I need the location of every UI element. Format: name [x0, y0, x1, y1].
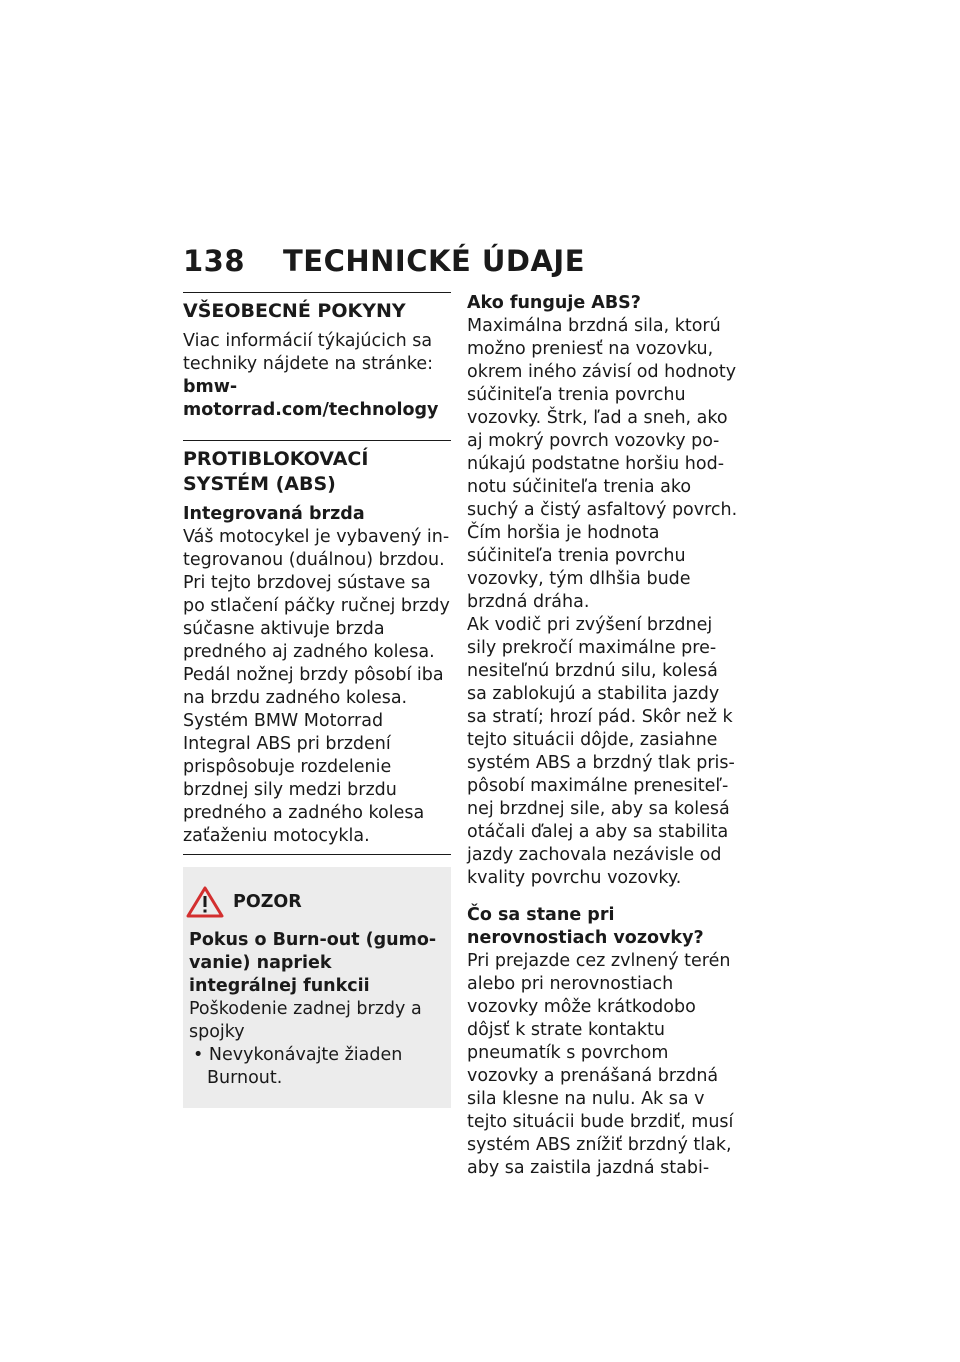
warning-triangle-icon [185, 885, 225, 919]
uneven-road-paragraph: Pri prejazde cez zvlnený terén alebo pri nerovnostiach vozovky môže krátkodobo dôjsť k strate kontaktu pneumatík s povrchom vozovky a prenášaná brzdná sila klesne na nulu. Ak sa v tejto situácii bude brzdiť, musí systém ABS znížiť brzdný tlak, aby sa zaistila jazdná stabi- [467, 951, 734, 1178]
general-link[interactable]: bmw-motorrad.com/technology [183, 377, 439, 420]
warning-text: Poškodenie zadnej brzdy a spojky [189, 999, 422, 1042]
warning-title: Pokus o Burn-out (gumovanie) napriek integrálnej funkcii [189, 930, 437, 996]
right-column [467, 292, 742, 1180]
left-column [183, 292, 451, 1108]
warning-header [189, 885, 443, 919]
page-number: 138 [183, 244, 246, 278]
abs-paragraph-2: Systém BMW Motorrad Integral ABS pri brzdení prispôsobuje rozdelenie brzdnej sily medzi brzdu predného a zadného kolesa zaťaženiu motocykla. [183, 711, 425, 846]
abs-paragraph-1: Váš motocykel je vybavený integrovanou (duálnou) brzdou. Pri tejto brzdovej sústave sa po stlačení páčky ručnej brzdy súčasne aktivuje brzda predného aj zadného kolesa. Pedál nožnej brzdy pôsobí iba na brzdu zadného kolesa. [183, 527, 450, 708]
warning-box [183, 867, 451, 1108]
warning-label: POZOR [233, 892, 302, 912]
general-text: Viac informácií týkajúcich sa techniky nájdete na stránke: [183, 331, 434, 374]
integrated-brake-title: Integrovaná brzda [183, 504, 365, 524]
how-abs-paragraph-2: Ak vodič pri zvýšení brzdnej sily prekročí maximálne prenesiteľnú brzdnú silu, kolesá sa zablokujú a stabilita jazdy sa stratí; hrozí pád. Skôr než k tejto situácii dôjde, zasiahne systém ABS a brzdný tlak prispôsobí maximálne prenesiteľnej brzdnej sile, aby sa kolesá otáčali ďalej a aby sa stabilita jazdy zachovala nezávisle od kvality povrchu vozovky. [467, 615, 735, 888]
divider [183, 854, 451, 855]
uneven-road-title: Čo sa stane pri nerovnostiach vozovky? [467, 905, 704, 948]
section-title-general: VŠEOBECNÉ POKYNY [183, 292, 451, 324]
page-header [183, 244, 585, 278]
how-abs-paragraph-1: Maximálna brzdná sila, ktorú možno preniesť na vozovku, okrem iného závisí od hodnoty súčiniteľa trenia povrchu vozovky. Štrk, ľad a sneh, ako aj mokrý povrch vozovky ponúkajú podstatne horšiu hodnotu súčiniteľa trenia ako suchý a čistý asfaltový povrch. Čím horšia je hodnota súčiniteľa trenia povrchu vozovky, tým dlhšia bude brzdná dráha. [467, 316, 738, 612]
how-abs-title: Ako funguje ABS? [467, 293, 641, 313]
page-title: TECHNICKÉ ÚDAJE [283, 244, 586, 278]
warning-bullet: • Nevykonávajte žiaden Burnout. [193, 1045, 403, 1088]
section-title-abs: PROTIBLOKOVACÍ SYSTÉM (ABS) [183, 440, 451, 497]
